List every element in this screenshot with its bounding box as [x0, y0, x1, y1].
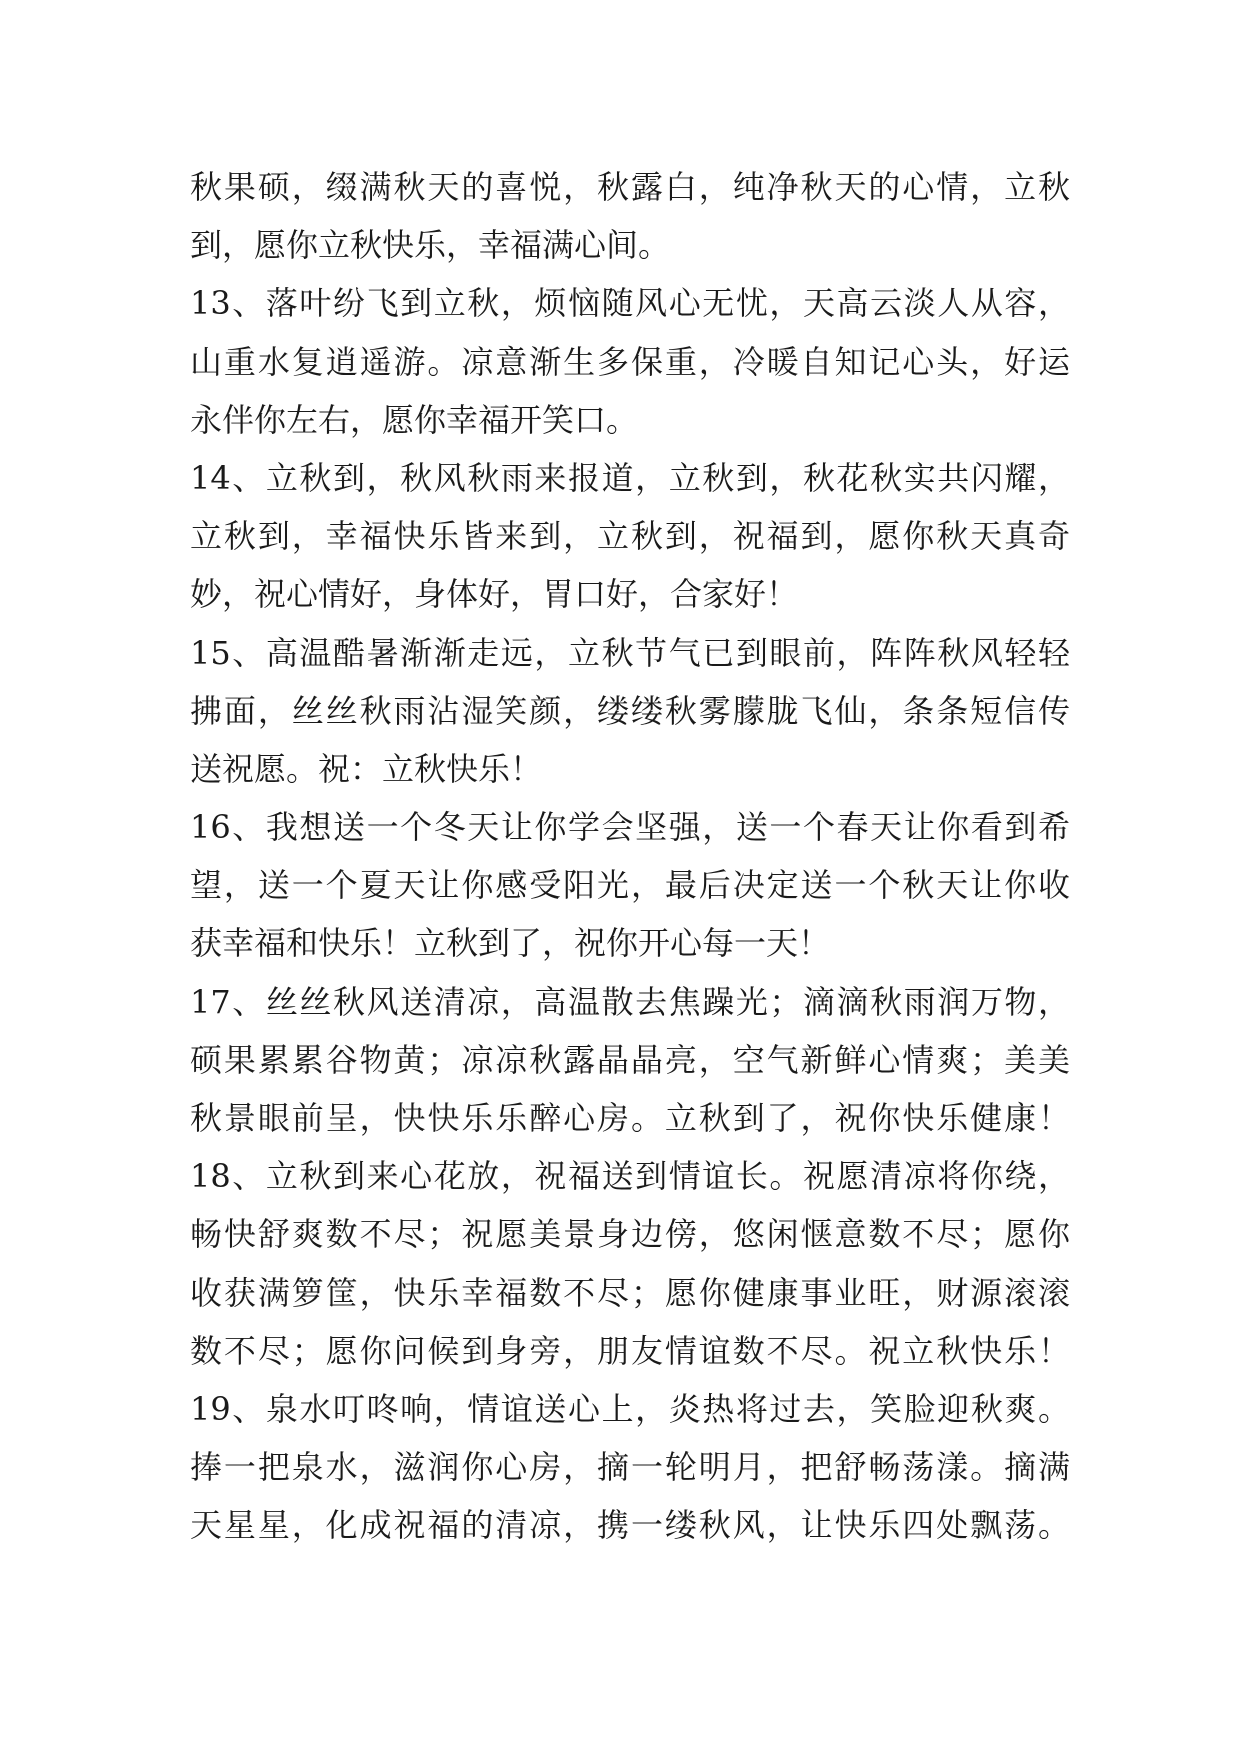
text-line: 14、立秋到，秋风秋雨来报道，立秋到，秋花秋实共闪耀，	[190, 458, 1070, 497]
text-line: 捧一把泉水，滋润你心房，摘一轮明月，把舒畅荡漾。摘满	[190, 1448, 1070, 1487]
text-line: 17、丝丝秋风送清凉，高温散去焦躁光；滴滴秋雨润万物，	[190, 982, 1070, 1021]
text-line: 硕果累累谷物黄；凉凉秋露晶晶亮，空气新鲜心情爽；美美	[190, 1040, 1070, 1079]
text-line: 15、高温酷暑渐渐走远，立秋节气已到眼前，阵阵秋风轻轻	[190, 633, 1070, 672]
text-line: 数不尽；愿你问候到身旁，朋友情谊数不尽。祝立秋快乐！	[190, 1331, 1070, 1370]
text-line: 望，送一个夏天让你感受阳光，最后决定送一个秋天让你收	[190, 866, 1070, 905]
text-line: 收获满箩筐，快乐幸福数不尽；愿你健康事业旺，财源滚滚	[190, 1273, 1070, 1312]
text-line: 秋景眼前呈，快快乐乐醉心房。立秋到了，祝你快乐健康！	[190, 1099, 1070, 1137]
text-line: 送祝愿。祝：立秋快乐！	[190, 749, 543, 788]
text-line: 获幸福和快乐！立秋到了，祝你开心每一天！	[190, 924, 831, 963]
text-line: 立秋到，幸福快乐皆来到，立秋到，祝福到，愿你秋天真奇	[190, 517, 1070, 556]
text-line: 秋果硕，缀满秋天的喜悦，秋露白，纯净秋天的心情，立秋	[190, 168, 1070, 206]
text-line: 畅快舒爽数不尽；祝愿美景身边傍，悠闲惬意数不尽；愿你	[190, 1215, 1070, 1254]
text-line: 18、立秋到来心花放，祝福送到情谊长。祝愿清凉将你绕，	[190, 1157, 1070, 1196]
text-line: 山重水复逍遥游。凉意渐生多保重，冷暖自知记心头，好运	[190, 342, 1070, 381]
text-line: 13、落叶纷飞到立秋，烦恼随风心无忧，天高云淡人从容，	[190, 284, 1070, 323]
text-line: 拂面，丝丝秋雨沾湿笑颜，缕缕秋雾朦胧飞仙，条条短信传	[190, 691, 1070, 730]
text-line: 妙，祝心情好，身体好，胃口好，合家好！	[190, 575, 799, 614]
text-line: 16、我想送一个冬天让你学会坚强，送一个春天让你看到希	[190, 808, 1070, 847]
text-line: 到，愿你立秋快乐，幸福满心间。	[190, 226, 671, 265]
text-line: 19、泉水叮咚响，情谊送心上，炎热将过去，笑脸迎秋爽。	[190, 1389, 1070, 1428]
body-text	[190, 158, 1070, 1555]
text-line: 天星星，化成祝福的清凉，携一缕秋风，让快乐四处飘荡。	[190, 1506, 1070, 1545]
text-line: 永伴你左右，愿你幸福开笑口。	[190, 400, 639, 439]
